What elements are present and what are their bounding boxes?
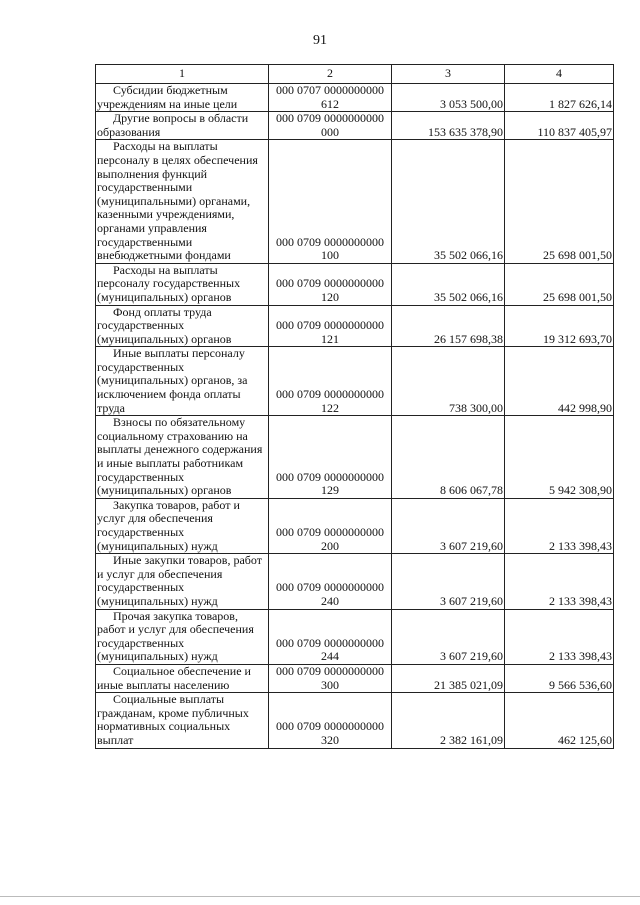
row-value-col3: 3 053 500,00 <box>392 84 505 112</box>
row-code-main: 000 0709 0000000000 <box>276 387 384 402</box>
table-row <box>96 140 614 263</box>
row-name: Фонд оплаты труда государственных (муниципальных) органов <box>96 305 269 347</box>
row-code <box>269 140 392 263</box>
row-value-col3: 26 157 698,38 <box>392 305 505 347</box>
row-value-col3: 35 502 066,16 <box>392 263 505 305</box>
row-name: Расходы на выплаты персоналу государственных (муниципальных) органов <box>96 263 269 305</box>
row-value-col3: 2 382 161,09 <box>392 693 505 748</box>
row-value-col4: 9 566 536,60 <box>505 664 614 692</box>
row-code-suffix: 000 <box>321 124 339 139</box>
table-row <box>96 347 614 416</box>
row-value-col3: 3 607 219,60 <box>392 498 505 553</box>
table-row <box>96 693 614 748</box>
row-code-main: 000 0709 0000000000 <box>276 276 384 291</box>
row-code-main: 000 0709 0000000000 <box>276 719 384 734</box>
table-row <box>96 609 614 664</box>
row-code-suffix: 100 <box>321 248 339 263</box>
row-value-col3: 3 607 219,60 <box>392 554 505 609</box>
row-name: Субсидии бюджетным учреждениям на иные цели <box>96 84 269 112</box>
row-name: Закупка товаров, работ и услуг для обеспечения государственных (муниципальных) нужд <box>96 498 269 553</box>
row-name: Социальные выплаты гражданам, кроме публичных нормативных социальных выплат <box>96 693 269 748</box>
row-code <box>269 693 392 748</box>
table-row <box>96 664 614 692</box>
row-value-col4: 19 312 693,70 <box>505 305 614 347</box>
row-code <box>269 305 392 347</box>
row-value-col3: 8 606 067,78 <box>392 416 505 499</box>
row-value-col3: 3 607 219,60 <box>392 609 505 664</box>
row-name: Взносы по обязательному социальному страхованию на выплаты денежного содержания и иные выплаты работникам государственных (муниципальных) органов <box>96 416 269 499</box>
row-value-col3: 35 502 066,16 <box>392 140 505 263</box>
row-name: Прочая закупка товаров, работ и услуг для обеспечения государственных (муниципальных) нужд <box>96 609 269 664</box>
row-name: Иные выплаты персоналу государственных (муниципальных) органов, за исключением фонда оплаты труда <box>96 347 269 416</box>
row-code <box>269 554 392 609</box>
row-code-main: 000 0709 0000000000 <box>276 525 384 539</box>
row-value-col4: 110 837 405,97 <box>505 112 614 140</box>
row-code-main: 000 0709 0000000000 <box>276 111 384 126</box>
row-code <box>269 347 392 416</box>
row-name: Иные закупки товаров, работ и услуг для обеспечения государственных (муниципальных) нужд <box>96 554 269 609</box>
row-code-suffix: 122 <box>321 400 339 415</box>
row-value-col4: 25 698 001,50 <box>505 263 614 305</box>
row-code-suffix: 300 <box>321 677 339 692</box>
row-code <box>269 664 392 692</box>
row-code-suffix: 612 <box>321 96 339 111</box>
row-code <box>269 112 392 140</box>
row-value-col4: 25 698 001,50 <box>505 140 614 263</box>
footer-divider <box>0 896 640 897</box>
row-code-main: 000 0709 0000000000 <box>276 580 384 595</box>
row-value-col3: 153 635 378,90 <box>392 112 505 140</box>
row-code <box>269 84 392 112</box>
row-value-col3: 738 300,00 <box>392 347 505 416</box>
row-code-suffix: 200 <box>321 538 339 553</box>
row-code-suffix: 320 <box>321 732 339 747</box>
table-header-row <box>96 65 614 84</box>
table-row <box>96 305 614 347</box>
row-name: Расходы на выплаты персоналу в целях обеспечения выполнения функций государственными (муниципальными) органами, казенными учреждениями, органами управления государственными внебюджетными фондами <box>96 140 269 263</box>
row-value-col3: 21 385 021,09 <box>392 664 505 692</box>
table-row <box>96 263 614 305</box>
row-value-col4: 2 133 398,43 <box>505 498 614 553</box>
row-value-col4: 462 125,60 <box>505 693 614 748</box>
table-row <box>96 554 614 609</box>
table-row <box>96 84 614 112</box>
header-col-2: 2 <box>269 65 392 84</box>
header-col-1: 1 <box>96 65 269 84</box>
row-name: Социальное обеспечение и иные выплаты населению <box>96 664 269 692</box>
row-name: Другие вопросы в области образования <box>96 112 269 140</box>
page-number: 91 <box>313 33 327 48</box>
row-code <box>269 263 392 305</box>
row-value-col4: 1 827 626,14 <box>505 84 614 112</box>
row-value-col4: 2 133 398,43 <box>505 609 614 664</box>
row-code-main: 000 0709 0000000000 <box>276 318 384 333</box>
row-code <box>269 609 392 664</box>
row-code-main: 000 0709 0000000000 <box>276 234 384 249</box>
row-value-col4: 442 998,90 <box>505 347 614 416</box>
row-code-main: 000 0707 0000000000 <box>276 83 384 97</box>
header-col-3: 3 <box>392 65 505 84</box>
row-code-main: 000 0709 0000000000 <box>276 635 384 650</box>
row-code-suffix: 244 <box>321 649 339 664</box>
header-col-4: 4 <box>505 65 614 84</box>
row-code-main: 000 0709 0000000000 <box>276 469 384 484</box>
row-code-suffix: 121 <box>321 331 339 346</box>
row-value-col4: 5 942 308,90 <box>505 416 614 499</box>
table-row <box>96 112 614 140</box>
row-value-col4: 2 133 398,43 <box>505 554 614 609</box>
budget-table <box>95 64 614 749</box>
table-row <box>96 416 614 499</box>
row-code <box>269 416 392 499</box>
row-code <box>269 498 392 553</box>
row-code-suffix: 129 <box>321 483 339 498</box>
table-row <box>96 498 614 553</box>
row-code-suffix: 120 <box>321 289 339 304</box>
row-code-main: 000 0709 0000000000 <box>276 663 384 678</box>
row-code-suffix: 240 <box>321 593 339 608</box>
